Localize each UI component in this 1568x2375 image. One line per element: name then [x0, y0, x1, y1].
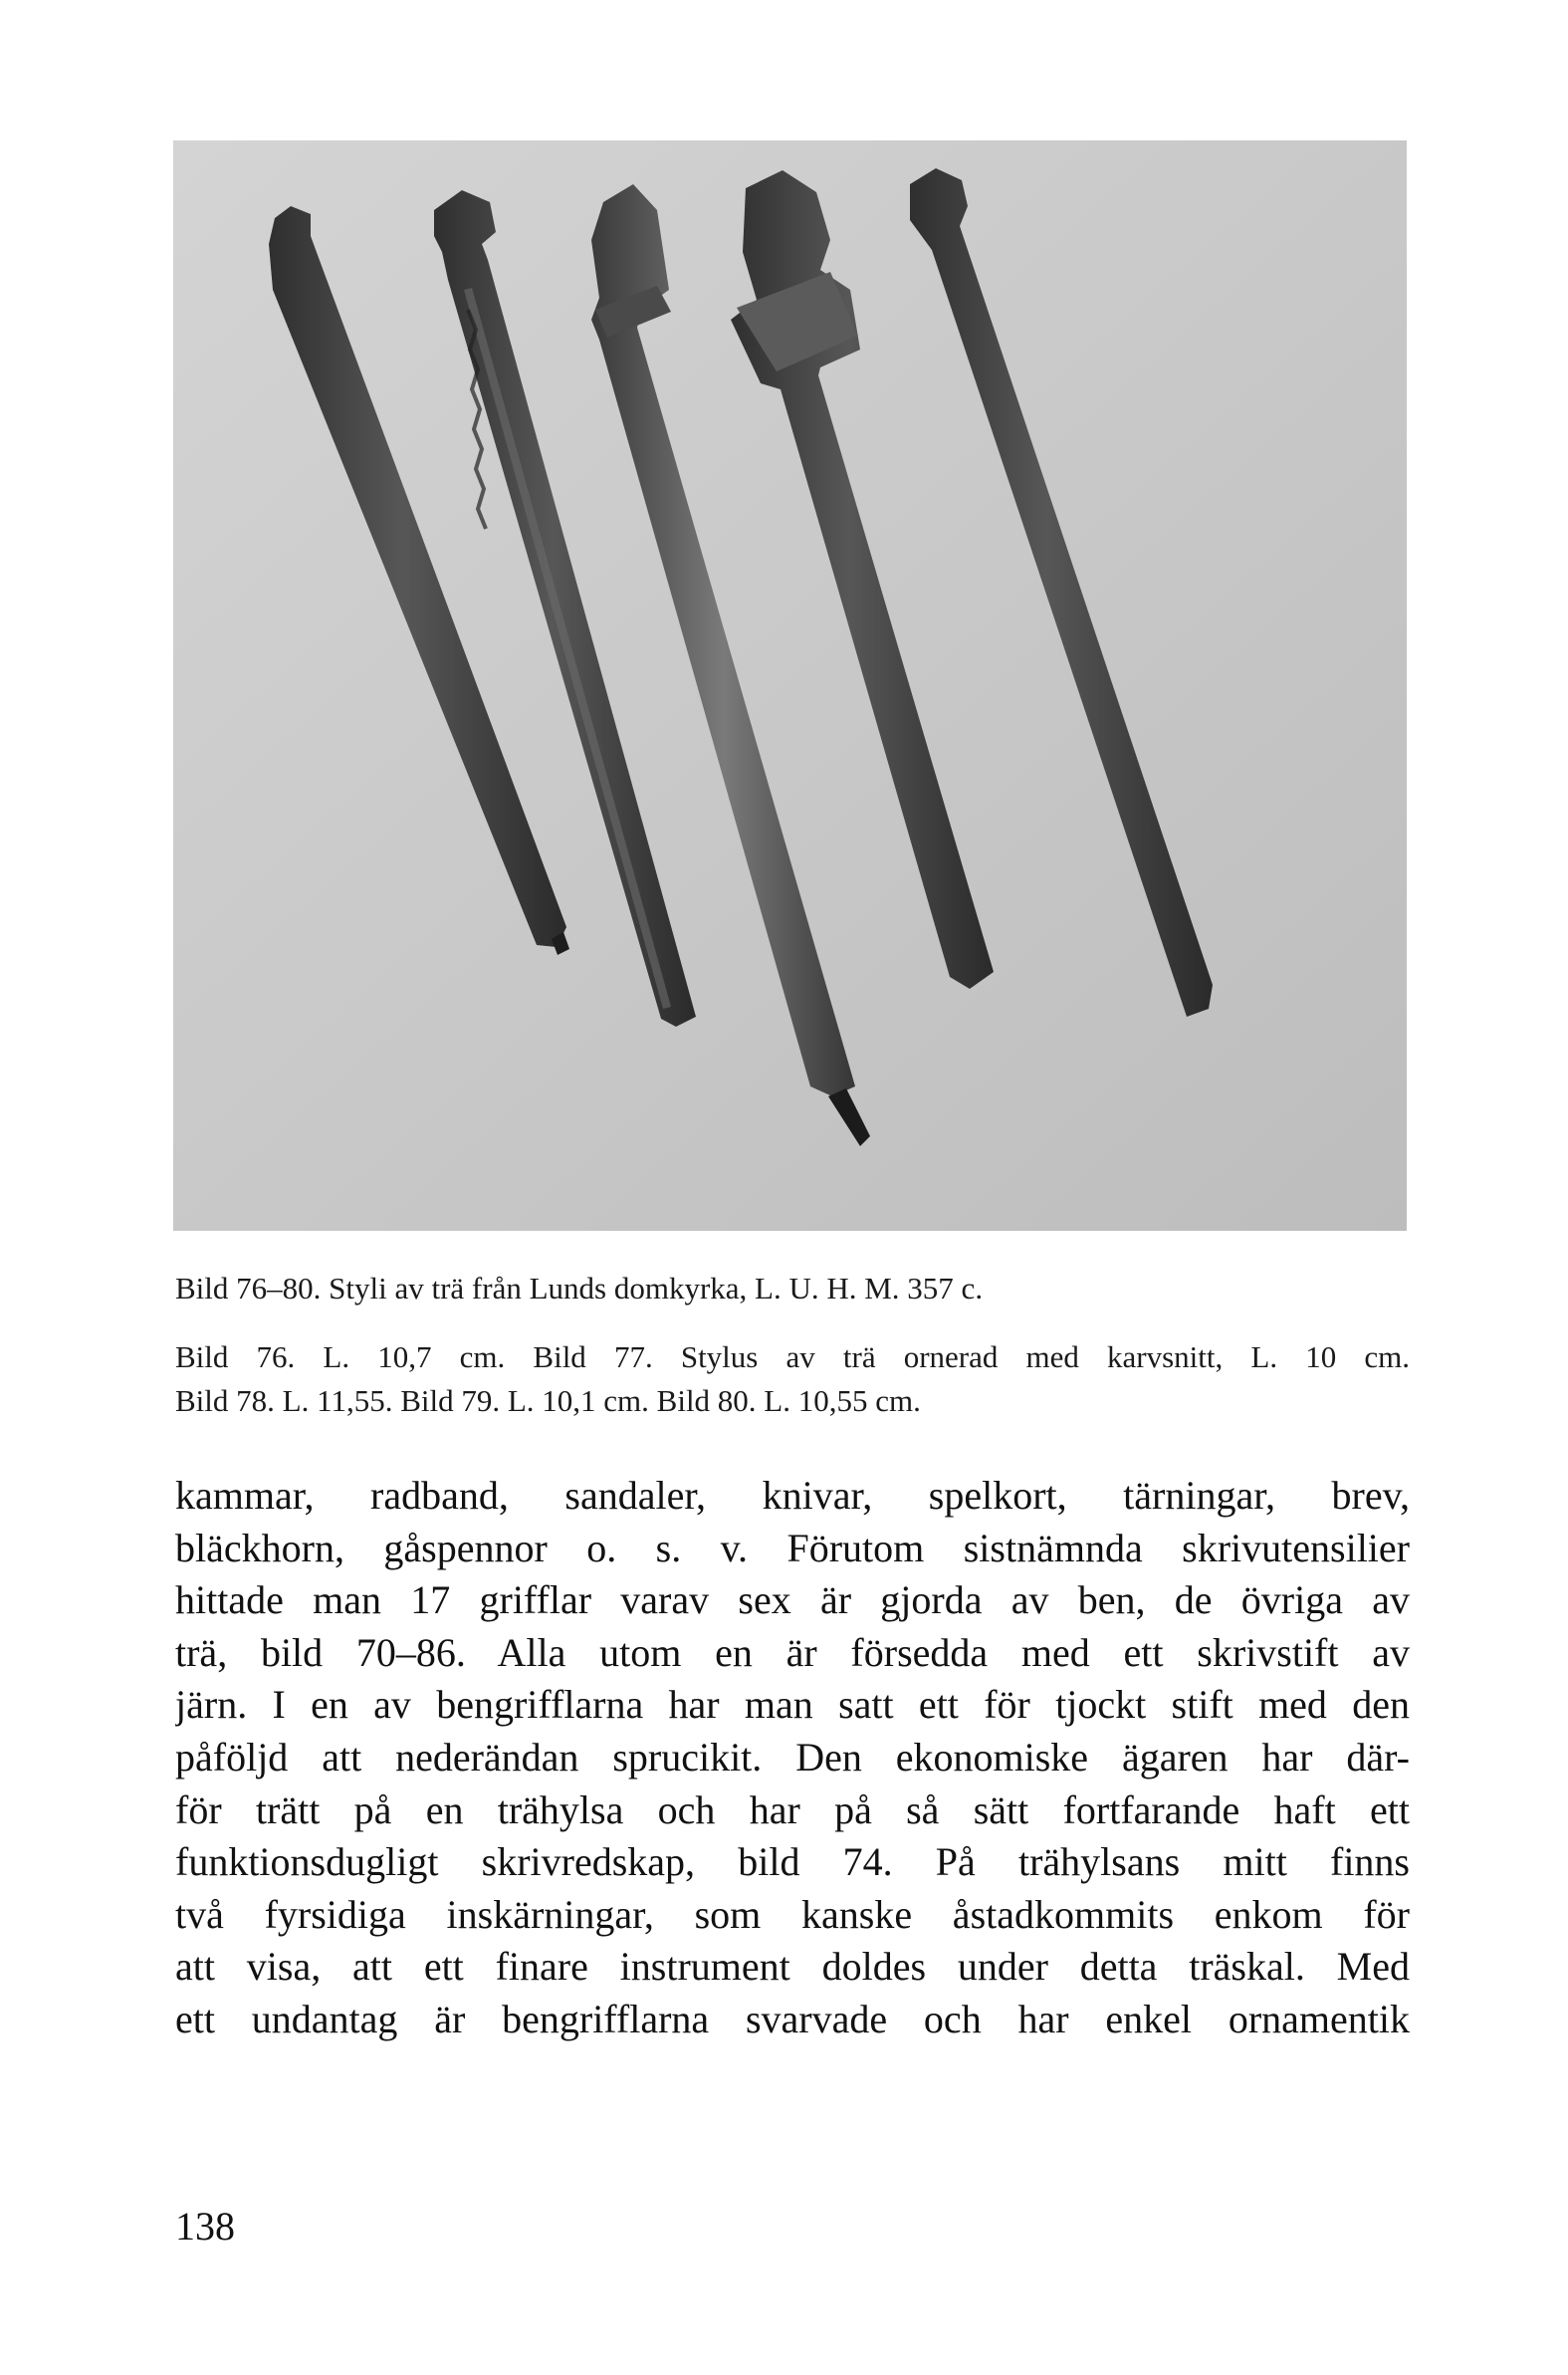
body-line: att visa, att ett finare instrument doldes under detta träskal. Med — [175, 1944, 1410, 1990]
styli-photograph — [173, 140, 1407, 1231]
body-line: trä, bild 70–86. Alla utom en är försedda med ett skrivstift av — [175, 1629, 1410, 1675]
body-line: funktionsdugligt skrivredskap, bild 74. På trähylsans mitt finns — [175, 1839, 1410, 1885]
page-number: 138 — [175, 2204, 235, 2249]
body-line: hittade man 17 grifflar varav sex är gjorda av ben, de övriga av — [175, 1577, 1410, 1623]
body-line: bläckhorn, gåspennor o. s. v. Förutom sistnämnda skrivutensilier — [175, 1525, 1410, 1570]
body-line: ett undantag är bengrifflarna svarvade och har enkel ornamentik — [175, 1996, 1410, 2041]
body-line: för trätt på en trähylsa och har på så sätt fortfarande haft ett — [175, 1786, 1410, 1832]
figure-caption-title: Bild 76–80. Styli av trä från Lunds domkyrka, L. U. H. M. 357 c. — [175, 1271, 984, 1306]
body-line: två fyrsidiga inskärningar, som kanske åstadkommits enkom för — [175, 1891, 1410, 1937]
body-paragraph — [175, 1470, 1410, 2046]
body-line: järn. I en av bengrifflarna har man satt ett för tjockt stift med den — [175, 1682, 1410, 1728]
figure-caption-line: Bild 78. L. 11,55. Bild 79. L. 10,1 cm. Bild 80. L. 10,55 cm. — [175, 1383, 921, 1418]
figure-caption-line: Bild 76. L. 10,7 cm. Bild 77. Stylus av trä ornerad med karvsnitt, L. 10 cm. — [175, 1339, 1410, 1374]
body-line: kammar, radband, sandaler, knivar, spelkort, tärningar, brev, — [175, 1473, 1410, 1518]
body-line: påföljd att nederändan sprucikit. Den ekonomiske ägaren har där- — [175, 1734, 1410, 1780]
